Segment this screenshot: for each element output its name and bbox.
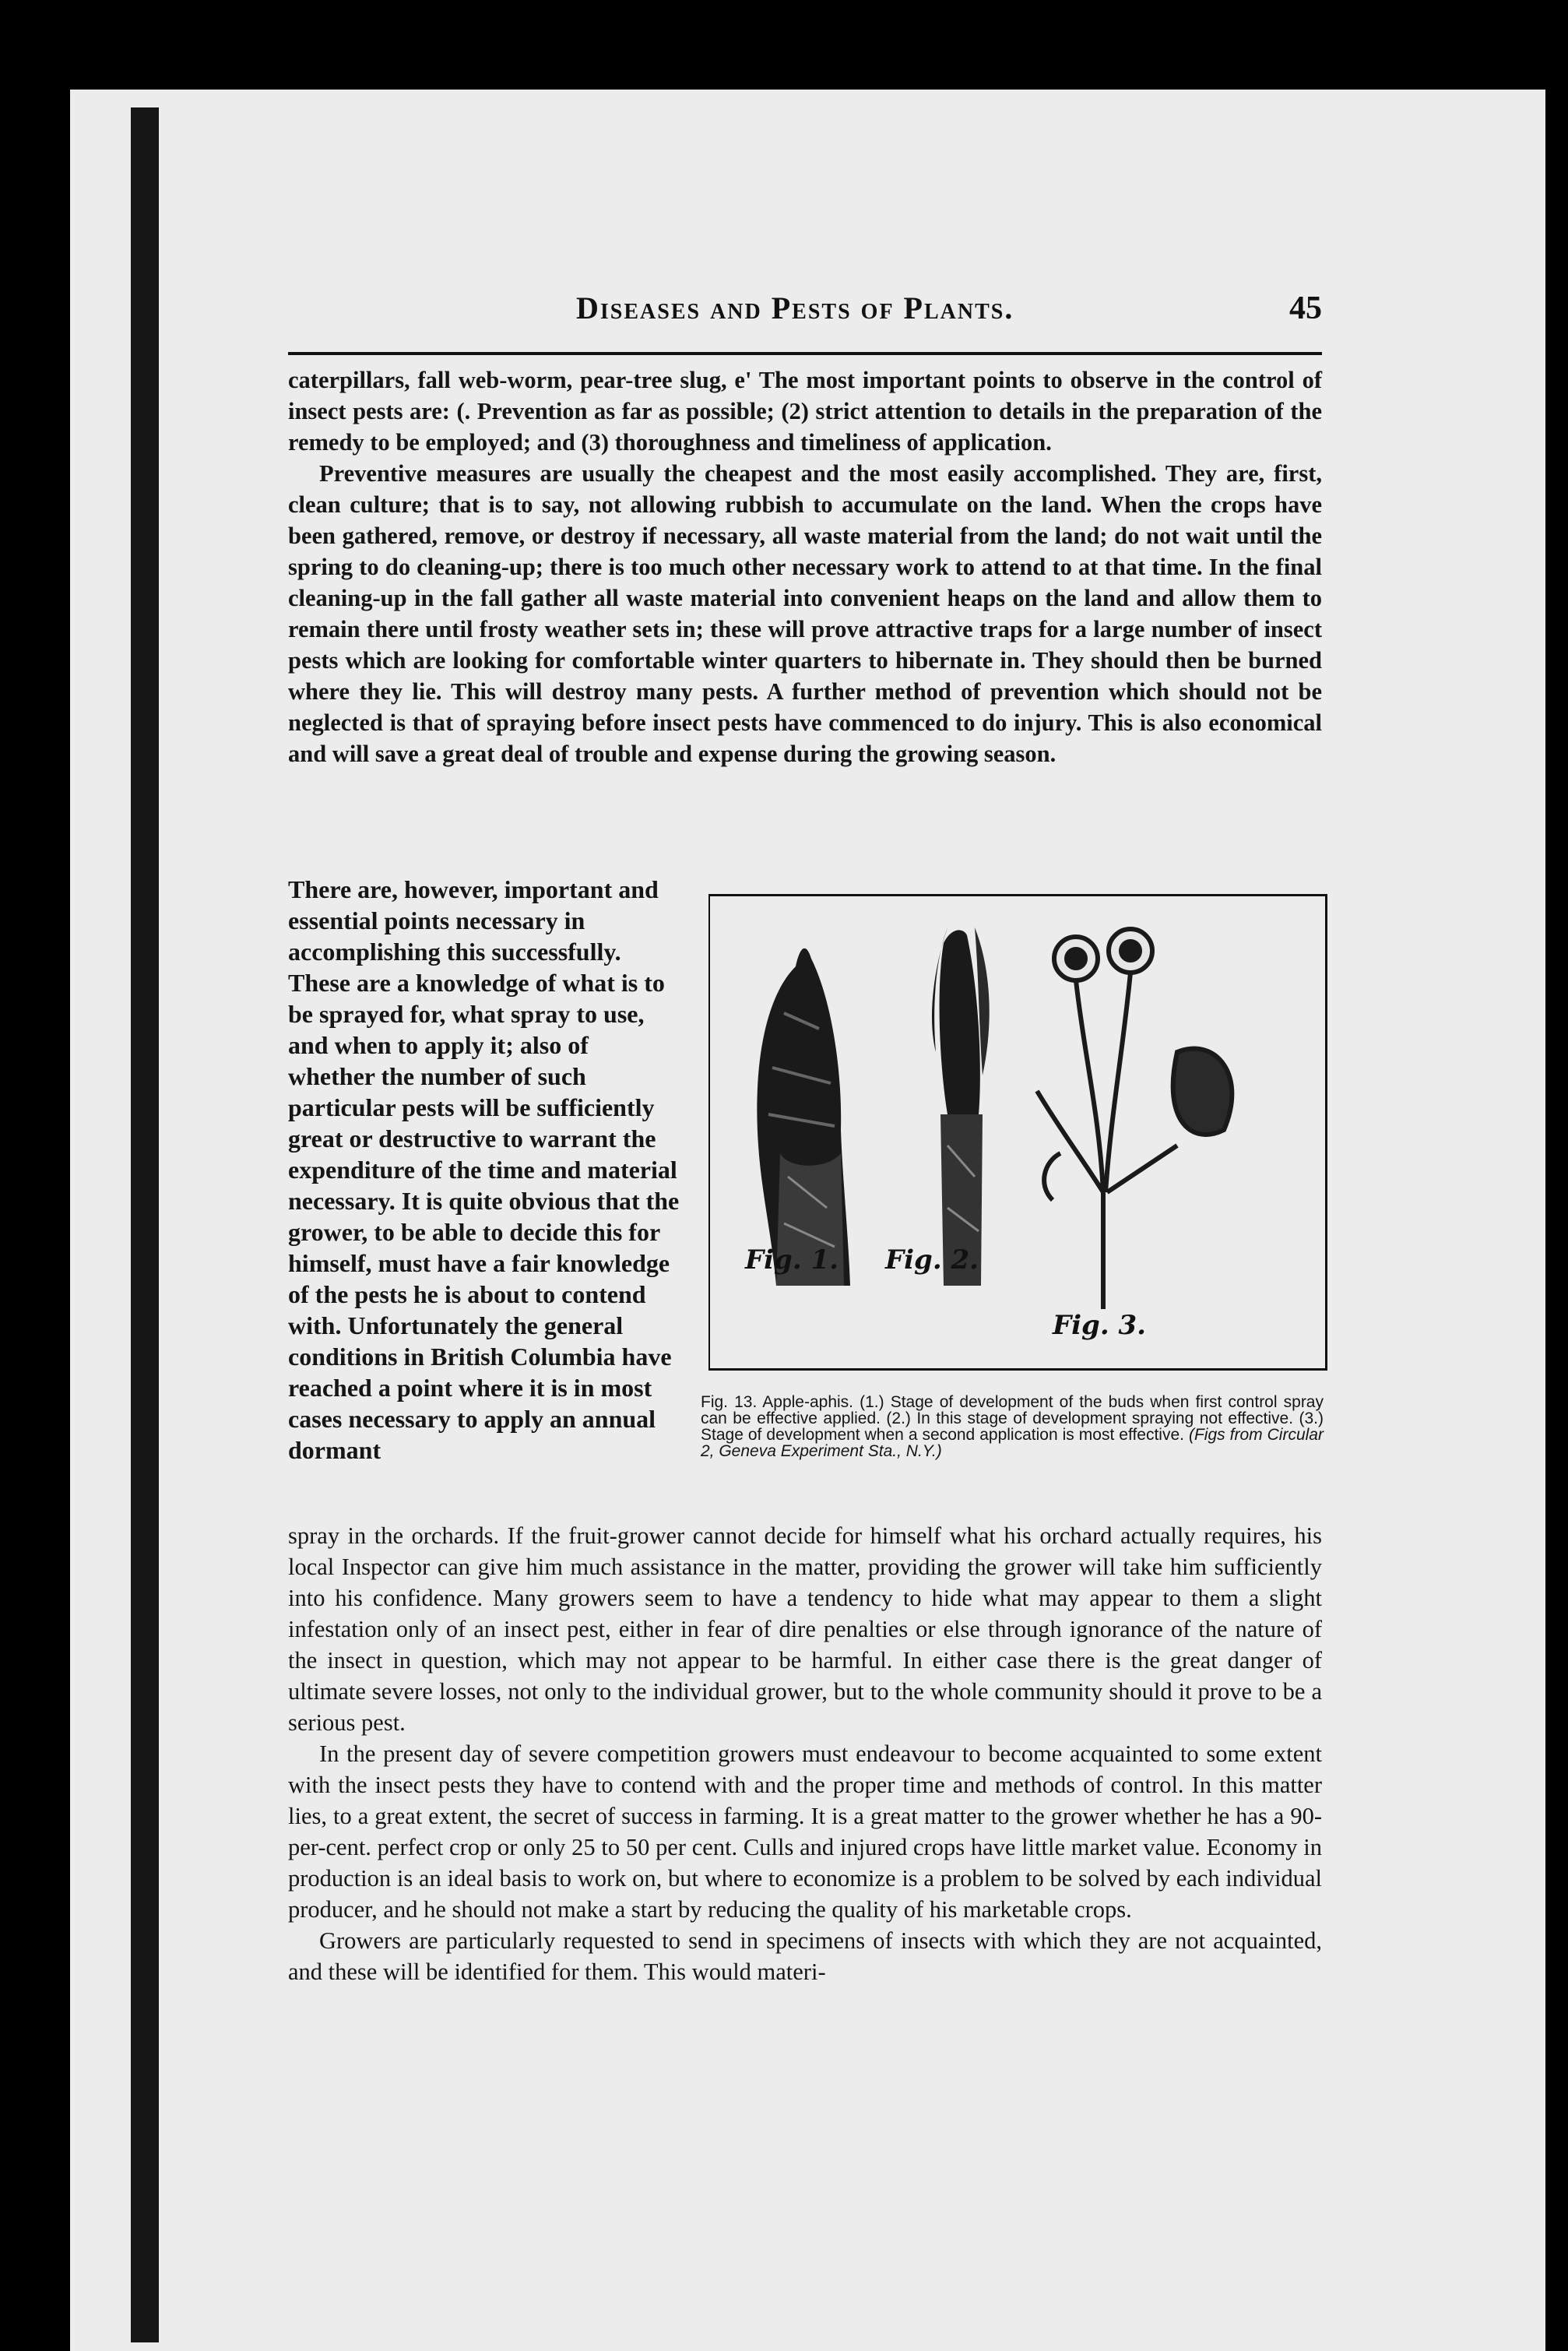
figure-caption	[701, 1394, 1324, 1459]
paragraph-essential-points: There are, however, important and essential points necessary in accomplishing this successfully. These are a knowledge of what is to be sprayed for, what spray to use, and when to apply it; also of whether the number of such particular pests will be sufficiently great or destructive to warrant the expenditure of the time and material necessary. It is quite obvious that the grower, to be able to decide this for himself, must have a fair knowledge of the pests he is about to contend with. Unfortunately the general conditions in British Columbia have reached a point where it is in most cases necessary to apply an annual dormant	[288, 875, 680, 1464]
paragraph-competition: In the present day of severe competition growers must endeavour to become acquainted to some extent with the insect pests they have to contend with and the proper time and methods of control. In this matter lies, to a great extent, the secret of success in farming. It is a great matter to the grower whether he has a 90-per-cent. perfect crop or only 25 to 50 per cent. Culls and injured crops have little market value. Economy in production is an ideal basis to work on, but where to economize is a problem to be solved by each individual producer, and he should not make a start by reducing the quality of his marketable crops.	[288, 1740, 1322, 1923]
paragraph-specimens: Growers are particularly requested to send in specimens of insects with which they are not acquainted, and these will be identified for them. This would materi-	[288, 1927, 1322, 1985]
fig3-blossom-drawing	[1037, 929, 1232, 1309]
caption-source: (Figs from Circular 2, Geneva Experiment Sta., N.Y.)	[701, 1426, 1324, 1460]
fig3-label: Fig. 3.	[1053, 1310, 1146, 1341]
page-number: 45	[1289, 290, 1322, 326]
book-spine-shadow	[131, 107, 159, 2342]
header-rule	[288, 352, 1322, 355]
fig2-label: Fig. 2.	[885, 1244, 979, 1276]
paragraph-preventive-measures: Preventive measures are usually the cheapest and the most easily accomplished. They are, first, clean culture; that is to say, not allowing rubbish to accumulate on the land. When the crops have been gathered, remove, or destroy if necessary, all waste material from the land; do not wait until the spring to do cleaning-up; there is too much other necessary work to attend to at that time. In the final cleaning-up in the fall gather all waste material into convenient heaps on the land and allow them to remain there until frosty weather sets in; these will prove attractive traps for a large number of insect pests which are looking for comfortable winter quarters to hibernate in. They should then be burned where they lie. This will destroy many pests. A further method of prevention which should not be neglected is that of spraying before insect pests have commenced to do injury. This is also economical and will save a great deal of trouble and expense during the growing season.	[288, 460, 1322, 767]
caption-main: Fig. 13. Apple-aphis. (1.) Stage of development of the buds when first control spray can be effective applied. (2.) In this stage of development spraying not effective. (3.) Stage of development when a second application is most effective.	[701, 1393, 1324, 1444]
bud-illustration	[710, 896, 1325, 1368]
running-title: Diseases and Pests of Plants.	[576, 290, 1014, 326]
paragraph-orchard-inspector: spray in the orchards. If the fruit-grower cannot decide for himself what his orchard actually requires, his local Inspector can give him much assistance in the matter, providing the grower will take him sufficiently into his confidence. Many growers seem to have a tendency to hide what may appear to them a slight infestation only of an insect pest, either in fear of dire penalties or else through ignorance of the nature of the insect in question, which may not appear to be harmful. In either case there is the great danger of ultimate severe losses, not only to the individual grower, but to the whole community should it prove to be a serious pest.	[288, 1522, 1322, 1736]
top-text-block	[288, 364, 1322, 769]
figure-apple-aphis	[708, 894, 1327, 1371]
fig2-bud-drawing	[932, 927, 990, 1286]
fig1-bud-drawing	[757, 948, 850, 1286]
running-header	[288, 290, 1322, 336]
fig1-label: Fig. 1.	[745, 1244, 838, 1276]
bottom-text-block	[288, 1520, 1322, 1987]
left-column-text	[288, 874, 680, 1466]
paragraph-control-points: caterpillars, fall web-worm, pear-tree slug, e' The most important points to observe in the control of insect pests are: (. Prevention as far as possible; (2) strict attention to details in the preparation of the remedy to be employed; and (3) thoroughness and timeliness of application.	[288, 367, 1322, 456]
